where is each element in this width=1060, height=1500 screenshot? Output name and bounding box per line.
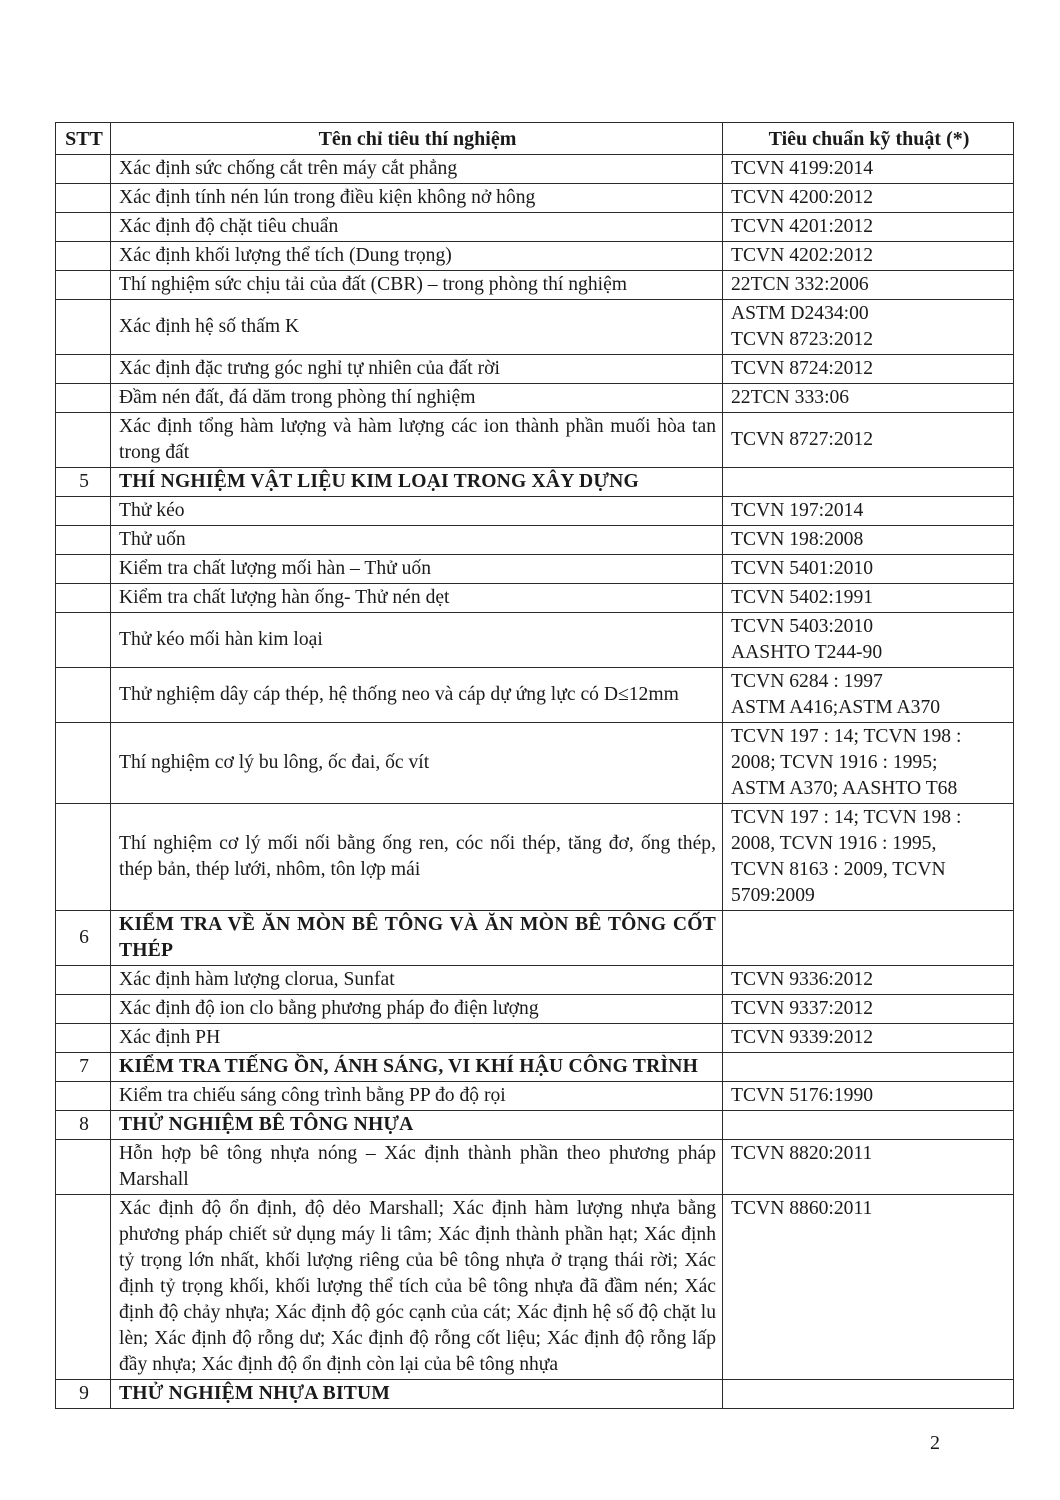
row-stt (56, 966, 111, 995)
section-title: THÍ NGHIỆM VẬT LIỆU KIM LOẠI TRONG XÂY DỰNG (111, 468, 723, 497)
standard-code: AASHTO T244-90 (731, 642, 883, 663)
section-row (56, 1111, 1014, 1140)
row-stt (56, 995, 111, 1024)
row-stt (56, 300, 111, 355)
test-name: Kiểm tra chất lượng mối hàn – Thử uốn (111, 555, 723, 584)
test-name: Thí nghiệm sức chịu tải của đất (CBR) – trong phòng thí nghiệm (111, 271, 723, 300)
section-row (56, 911, 1014, 966)
row-stt (56, 668, 111, 723)
standard-cell (723, 1111, 1014, 1140)
standard-code: TCVN 5401:2010 (731, 558, 874, 579)
standard-cell (723, 242, 1014, 271)
test-name: Xác định tổng hàm lượng và hàm lượng các ion thành phần muối hòa tan trong đất (111, 413, 723, 468)
test-name: Thí nghiệm cơ lý bu lông, ốc đai, ốc vít (111, 723, 723, 804)
section-row (56, 1380, 1014, 1409)
table-body (56, 155, 1014, 1409)
standard-cell (723, 804, 1014, 911)
standard-code: TCVN 4201:2012 (731, 216, 874, 237)
table-row (56, 526, 1014, 555)
standard-cell (723, 723, 1014, 804)
standard-code: TCVN 8163 : 2009, TCVN (731, 859, 946, 880)
table-row (56, 184, 1014, 213)
row-stt (56, 213, 111, 242)
header-standard: Tiêu chuẩn kỹ thuật (*) (723, 123, 1014, 155)
table-row (56, 1082, 1014, 1111)
standard-cell (723, 155, 1014, 184)
standard-code: TCVN 9336:2012 (731, 969, 874, 990)
row-stt (56, 413, 111, 468)
standard-code: 2008, TCVN 1916 : 1995, (731, 833, 937, 854)
table-row (56, 300, 1014, 355)
table-row (56, 668, 1014, 723)
table-row (56, 497, 1014, 526)
row-stt (56, 1140, 111, 1195)
standard-cell (723, 300, 1014, 355)
row-stt (56, 555, 111, 584)
standard-code: TCVN 5403:2010 (731, 616, 874, 637)
row-stt (56, 613, 111, 668)
section-title: KIỂM TRA TIẾNG ỒN, ÁNH SÁNG, VI KHÍ HẬU CÔNG TRÌNH (111, 1053, 723, 1082)
standard-cell (723, 1380, 1014, 1409)
table-row (56, 966, 1014, 995)
standard-cell (723, 1140, 1014, 1195)
standard-cell (723, 526, 1014, 555)
table-row (56, 413, 1014, 468)
standard-code: TCVN 4200:2012 (731, 187, 874, 208)
test-standards-table (55, 122, 1014, 1409)
test-name: Thử kéo mối hàn kim loại (111, 613, 723, 668)
row-stt: 8 (56, 1111, 111, 1140)
table-row (56, 995, 1014, 1024)
table-row (56, 155, 1014, 184)
row-stt: 7 (56, 1053, 111, 1082)
standard-code: ASTM A416;ASTM A370 (731, 697, 941, 718)
test-name: Xác định tính nén lún trong điều kiện không nở hông (111, 184, 723, 213)
test-name: Xác định đặc trưng góc nghỉ tự nhiên của đất rời (111, 355, 723, 384)
row-stt (56, 804, 111, 911)
standard-code: 22TCN 333:06 (731, 387, 850, 408)
row-stt (56, 184, 111, 213)
test-name: Hỗn hợp bê tông nhựa nóng – Xác định thành phần theo phương pháp Marshall (111, 1140, 723, 1195)
test-name: Xác định độ ion clo bằng phương pháp đo điện lượng (111, 995, 723, 1024)
row-stt: 5 (56, 468, 111, 497)
standard-code: 2008; TCVN 1916 : 1995; (731, 752, 938, 773)
standard-cell (723, 555, 1014, 584)
table-row (56, 213, 1014, 242)
test-name: Xác định độ ổn định, độ dẻo Marshall; Xác định hàm lượng nhựa bằng phương pháp chiết sử dụng máy li tâm; Xác định thành phần hạt; Xác định tỷ trọng lớn nhất, khối lượng riêng của bê tông nhựa ở trạng thái rời; Xác định tỷ trọng khối, khối lượng thể tích của bê tông nhựa đã đầm nén; Xác định độ chảy nhựa; Xác định độ góc cạnh của cát; Xác định hệ số độ chặt lu lèn; Xác định độ rỗng dư; Xác định độ rỗng cốt liệu; Xác định độ rỗng lấp đầy nhựa; Xác định độ ổn định còn lại của bê tông nhựa (111, 1195, 723, 1380)
standard-code: ASTM D2434:00 (731, 303, 869, 324)
section-row (56, 1053, 1014, 1082)
row-stt (56, 355, 111, 384)
standard-code: TCVN 197:2014 (731, 500, 864, 521)
standard-code: TCVN 5402:1991 (731, 587, 874, 608)
standard-cell (723, 966, 1014, 995)
standard-code: TCVN 197 : 14; TCVN 198 : (731, 726, 962, 747)
test-name: Thí nghiệm cơ lý mối nối bằng ống ren, cóc nối thép, tăng đơ, ống thép, thép bản, thép lưới, nhôm, tôn lợp mái (111, 804, 723, 911)
test-name: Thử nghiệm dây cáp thép, hệ thống neo và cáp dự ứng lực có D≤12mm (111, 668, 723, 723)
standard-cell (723, 271, 1014, 300)
test-name: Xác định sức chống cắt trên máy cắt phẳng (111, 155, 723, 184)
standard-code: TCVN 9337:2012 (731, 998, 874, 1019)
standard-cell (723, 1024, 1014, 1053)
standard-cell (723, 668, 1014, 723)
test-name: Xác định hệ số thấm K (111, 300, 723, 355)
standard-cell (723, 584, 1014, 613)
standard-code: TCVN 8820:2011 (731, 1143, 873, 1164)
table-row (56, 384, 1014, 413)
standard-code: TCVN 4199:2014 (731, 158, 874, 179)
table-row (56, 613, 1014, 668)
row-stt (56, 526, 111, 555)
row-stt (56, 1082, 111, 1111)
standard-code: 5709:2009 (731, 885, 815, 906)
table-header-row (56, 123, 1014, 155)
table-row (56, 242, 1014, 271)
standard-cell (723, 1082, 1014, 1111)
standard-code: TCVN 8723:2012 (731, 329, 874, 350)
standard-cell (723, 911, 1014, 966)
test-name: Xác định hàm lượng clorua, Sunfat (111, 966, 723, 995)
row-stt: 6 (56, 911, 111, 966)
standard-cell (723, 355, 1014, 384)
table-row (56, 804, 1014, 911)
header-stt: STT (56, 123, 111, 155)
standard-code: TCVN 4202:2012 (731, 245, 874, 266)
section-title: THỬ NGHIỆM NHỰA BITUM (111, 1380, 723, 1409)
table-row (56, 1024, 1014, 1053)
standard-code: TCVN 9339:2012 (731, 1027, 874, 1048)
standard-code: TCVN 8860:2011 (731, 1198, 873, 1219)
test-name: Kiểm tra chiếu sáng công trình bằng PP đo độ rọi (111, 1082, 723, 1111)
standard-cell (723, 497, 1014, 526)
row-stt (56, 723, 111, 804)
test-name: Xác định PH (111, 1024, 723, 1053)
test-name: Thử kéo (111, 497, 723, 526)
standard-code: TCVN 5176:1990 (731, 1085, 874, 1106)
row-stt (56, 271, 111, 300)
standard-cell (723, 1053, 1014, 1082)
standard-code: TCVN 198:2008 (731, 529, 864, 550)
standard-code: 22TCN 332:2006 (731, 274, 869, 295)
section-row (56, 468, 1014, 497)
standard-cell (723, 1195, 1014, 1380)
standard-code: TCVN 8727:2012 (731, 429, 874, 450)
standard-code: TCVN 6284 : 1997 (731, 671, 883, 692)
standard-cell (723, 995, 1014, 1024)
table-row (56, 355, 1014, 384)
row-stt (56, 155, 111, 184)
table-row (56, 1140, 1014, 1195)
row-stt (56, 1024, 111, 1053)
standard-code: TCVN 8724:2012 (731, 358, 874, 379)
row-stt (56, 242, 111, 271)
header-test-name: Tên chỉ tiêu thí nghiệm (111, 123, 723, 155)
standard-code: ASTM A370; AASHTO T68 (731, 778, 958, 799)
standard-cell (723, 613, 1014, 668)
standard-cell (723, 413, 1014, 468)
table-row (56, 1195, 1014, 1380)
test-name: Xác định khối lượng thể tích (Dung trọng) (111, 242, 723, 271)
test-name: Kiểm tra chất lượng hàn ống- Thử nén dẹt (111, 584, 723, 613)
standard-code: TCVN 197 : 14; TCVN 198 : (731, 807, 962, 828)
standard-cell (723, 384, 1014, 413)
test-name: Thử uốn (111, 526, 723, 555)
test-name: Đầm nén đất, đá dăm trong phòng thí nghiệm (111, 384, 723, 413)
table-row (56, 723, 1014, 804)
row-stt (56, 497, 111, 526)
page-number: 2 (930, 1432, 940, 1454)
section-title: THỬ NGHIỆM BÊ TÔNG NHỰA (111, 1111, 723, 1140)
row-stt (56, 584, 111, 613)
standard-cell (723, 184, 1014, 213)
test-name: Xác định độ chặt tiêu chuẩn (111, 213, 723, 242)
standard-cell (723, 213, 1014, 242)
row-stt (56, 384, 111, 413)
row-stt (56, 1195, 111, 1380)
table-row (56, 584, 1014, 613)
row-stt: 9 (56, 1380, 111, 1409)
standard-cell (723, 468, 1014, 497)
table-row (56, 271, 1014, 300)
section-title: KIỂM TRA VỀ ĂN MÒN BÊ TÔNG VÀ ĂN MÒN BÊ TÔNG CỐT THÉP (111, 911, 723, 966)
table-row (56, 555, 1014, 584)
